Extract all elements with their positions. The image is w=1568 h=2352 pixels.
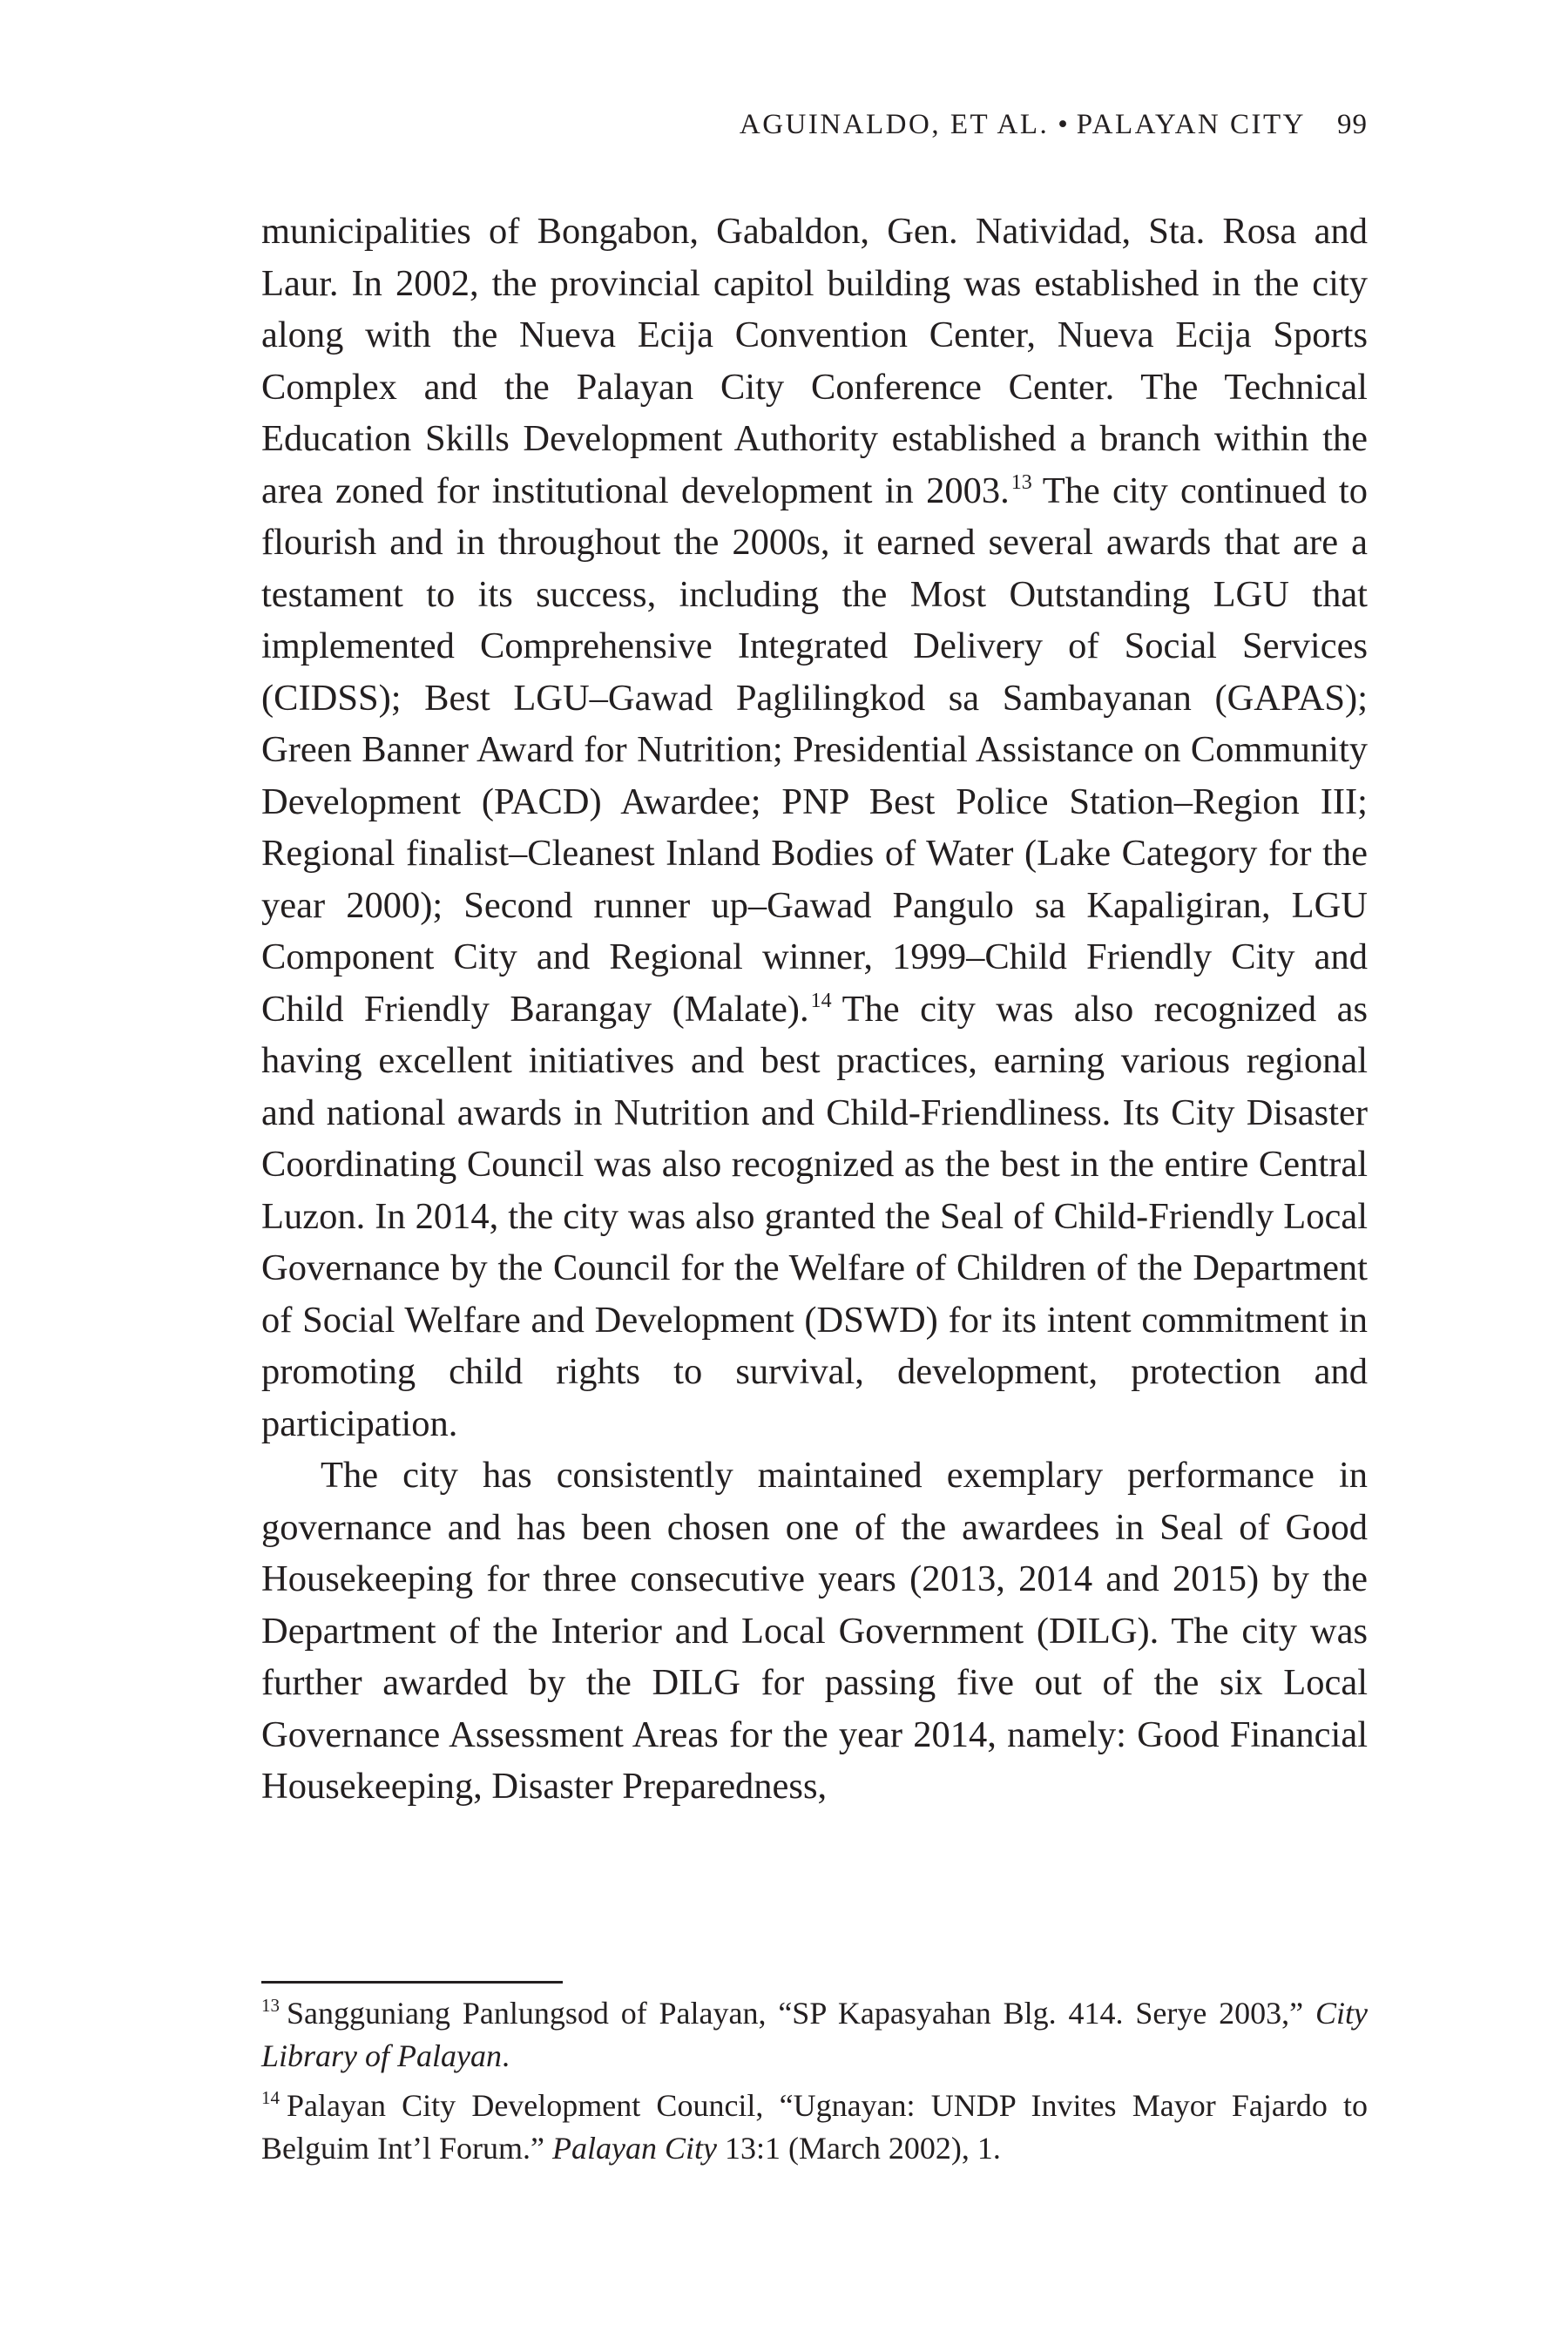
paragraph-1-part-3: The city was also recognized as having excellent initiatives and best practices, earning various regional and national awards in Nutrition and Child-Friendliness. Its City Disaster Coordinating Council was also recognized as the best in the entire Central Luzon. In 2014, the city was also granted the Seal of Child-Friendly Local Governance by the Council for the Welfare of Children of the Department of Social Welfare and Development (DSWD) for its intent commitment in promoting child rights to survival, development, protection and participation. (261, 988, 1368, 1444)
footnote-tail: . (502, 2038, 510, 2073)
footnote-text: Palayan City Development Council, “Ugnayan: UNDP Invites Mayor Fajardo to Belguim Int’l Forum.” (261, 2088, 1368, 2166)
paragraph-1-part-1: municipalities of Bongabon, Gabaldon, Gen. Natividad, Sta. Rosa and Laur. In 2002, the provincial capitol building was established in the city along with the Nueva Ecija Convention Center, Nueva Ecija Sports Complex and the Palayan City Conference Center. The Technical Education Skills Development Authority established a branch within the area zoned for institutional development in 2003. (261, 211, 1368, 511)
header-bullet: • (1058, 109, 1068, 140)
paragraph-1-part-2: The city continued to flourish and in throughout the 2000s, it earned several awards that are a testament to its success, including the Most Outstanding LGU that implemented Comprehensive Integrated Delivery of Social Services (CIDSS); Best LGU–Gawad Paglilingkod sa Sambayanan (GAPAS); Green Banner Award for Nutrition; Presidential Assistance on Community Development (PACD) Awardee; PNP Best Police Station–Region III; Regional finalist–Cleanest Inland Bodies of Water (Lake Category for the year 2000); Second runner up–Gawad Pangulo sa Kapaligiran, LGU Component City and Regional winner, 1999–Child Friendly City and Child Friendly Barangay (Malate). (261, 470, 1368, 1030)
footnote-italic-title: City Library of Palayan (261, 1996, 1369, 2073)
footnote-number: 14 (261, 2087, 280, 2108)
paragraph-1 (261, 206, 1368, 1450)
running-title-place: PALAYAN CITY (1076, 109, 1306, 140)
footnote-italic-title: Palayan City (551, 2131, 717, 2166)
paragraph-2: The city has consistently maintained exemplary performance in governance and has been chosen one of the awardees in Seal of Good Housekeeping for three consecutive years (2013, 2014 and 2015) by the Department of the Interior and Local Government (DILG). The city was further awarded by the DILG for passing five out of the six Local Governance Assessment Areas for the year 2014, namely: Good Financial Housekeeping, Disaster Preparedness, (261, 1455, 1368, 1807)
running-title-authors: AGUINALDO, ET AL. (739, 109, 1050, 140)
footnote-text: Sangguniang Panlungsod of Palayan, “SP Kapasyahan Blg. 414. Serye 2003,” (287, 1996, 1304, 2031)
body-text (261, 206, 1368, 1813)
footnote-tail: 13:1 (March 2002), 1. (724, 2131, 1001, 2166)
footnote-divider (261, 1981, 563, 1984)
footnotes-section (261, 1992, 1368, 2177)
footnote-13 (261, 1992, 1368, 2078)
footnote-number: 13 (261, 1995, 280, 2016)
footnote-ref-14[interactable]: 14 (810, 989, 832, 1012)
footnote-ref-13[interactable]: 13 (1010, 470, 1032, 494)
page-number: 99 (1337, 109, 1368, 140)
running-header (261, 103, 1368, 146)
footnote-14 (261, 2085, 1368, 2170)
